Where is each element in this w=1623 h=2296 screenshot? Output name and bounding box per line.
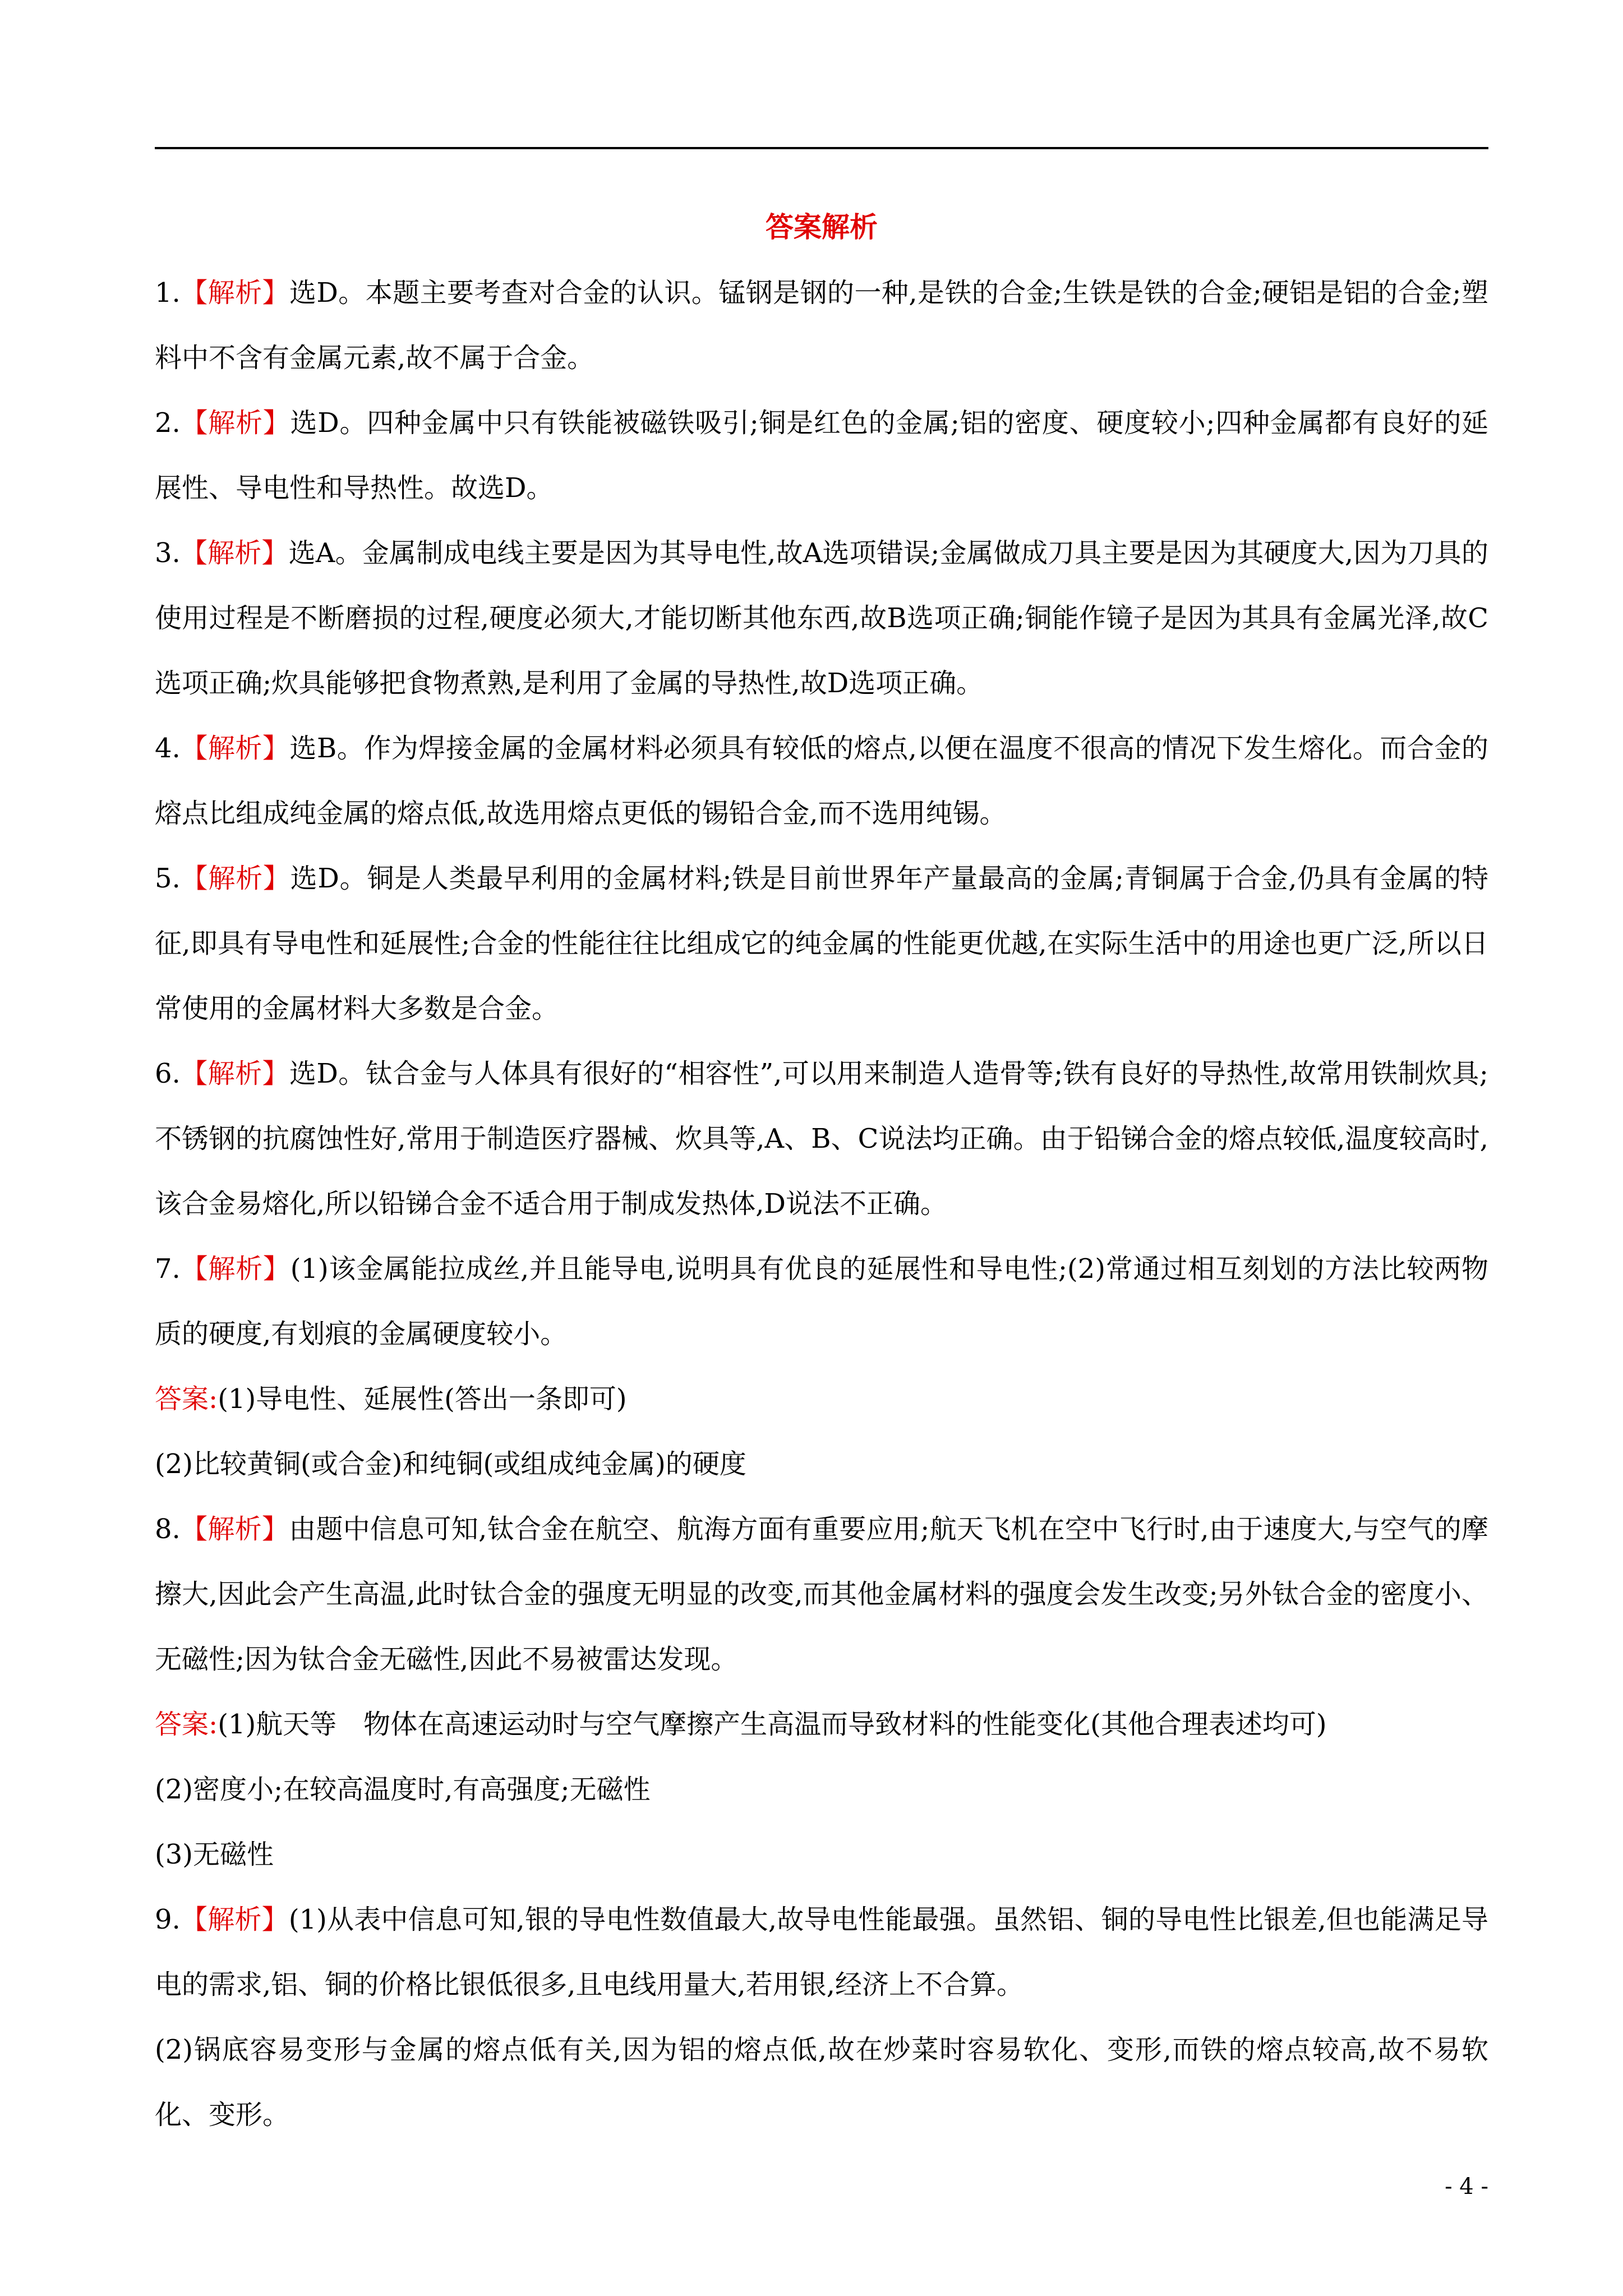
analysis-tag: 【解析】 bbox=[180, 733, 290, 764]
item-text: 选A。金属制成电线主要是因为其导电性,故A选项错误;金属做成刀具主要是因为其硬度大,因为刀具的使用过程是不断磨损的过程,硬度必须大,才能切断其他东西,故B选项正确;铜能作镜子是因为其具有金属光泽,故C选项正确;炊具能够把食物煮熟,是利用了金属的导热性,故D选项正确。 bbox=[155, 537, 1488, 699]
item-number: 5. bbox=[155, 863, 181, 894]
answer-item-4 bbox=[155, 716, 1488, 846]
page-title: 答案解析 bbox=[766, 210, 878, 243]
item-number: 6. bbox=[155, 1058, 181, 1089]
answer-item-5 bbox=[155, 846, 1488, 1041]
answer-item-1 bbox=[155, 260, 1488, 390]
answer-line bbox=[155, 1366, 1488, 1432]
answer-item-6 bbox=[155, 1041, 1488, 1236]
analysis-tag: 【解析】 bbox=[180, 1513, 289, 1545]
header-rule bbox=[155, 147, 1488, 149]
analysis-tag: 【解析】 bbox=[180, 1058, 289, 1089]
item-number: 7. bbox=[155, 1253, 181, 1285]
answer-continuation: (2)锅底容易变形与金属的熔点低有关,因为铝的熔点低,故在炒菜时容易软化、变形,而铁的熔点较高,故不易软化、变形。 bbox=[155, 2034, 1488, 2131]
answer-item-8 bbox=[155, 1497, 1488, 1692]
item-text: 由题中信息可知,钛合金在航空、航海方面有重要应用;航天飞机在空中飞行时,由于速度大,与空气的摩擦大,因此会产生高温,此时钛合金的强度无明显的改变,而其他金属材料的强度会发生改变;另外钛合金的密度小、无磁性;因为钛合金无磁性,因此不易被雷达发现。 bbox=[155, 1513, 1488, 1675]
answer-continuation: (2)密度小;在较高温度时,有高强度;无磁性 bbox=[155, 1774, 651, 1805]
answer-item-2 bbox=[155, 390, 1488, 521]
analysis-tag: 【解析】 bbox=[180, 863, 291, 894]
item-number: 3. bbox=[155, 537, 181, 569]
answer-item-9 bbox=[155, 1887, 1488, 2017]
answer-text: (1)导电性、延展性(答出一条即可) bbox=[218, 1383, 627, 1415]
item-text: 选D。四种金属中只有铁能被磁铁吸引;铜是红色的金属;铝的密度、硬度较小;四种金属都有良好的延展性、导电性和导热性。故选D。 bbox=[155, 407, 1488, 504]
answer-label: 答案: bbox=[155, 1709, 218, 1740]
answer-label: 答案: bbox=[155, 1383, 218, 1415]
item-number: 9. bbox=[155, 1904, 181, 1935]
item-number: 2. bbox=[155, 407, 181, 439]
answer-content bbox=[155, 202, 1488, 2147]
analysis-tag: 【解析】 bbox=[180, 277, 289, 309]
answer-text: (1)航天等 物体在高速运动时与空气摩擦产生高温而导致材料的性能变化(其他合理表述均可) bbox=[218, 1709, 1327, 1740]
page-number: - 4 - bbox=[1445, 2174, 1488, 2200]
answer-line bbox=[155, 1692, 1488, 1757]
answer-item-3 bbox=[155, 521, 1488, 716]
analysis-tag: 【解析】 bbox=[180, 1904, 289, 1935]
item-text: (1)该金属能拉成丝,并且能导电,说明具有优良的延展性和导电性;(2)常通过相互刻划的方法比较两物质的硬度,有划痕的金属硬度较小。 bbox=[155, 1253, 1488, 1350]
item-number: 8. bbox=[155, 1513, 181, 1545]
analysis-tag: 【解析】 bbox=[180, 407, 291, 439]
item-text: 选D。本题主要考查对合金的认识。锰钢是钢的一种,是铁的合金;生铁是铁的合金;硬铝是铝的合金;塑料中不含有金属元素,故不属于合金。 bbox=[155, 277, 1488, 374]
item-number: 4. bbox=[155, 733, 181, 764]
analysis-tag: 【解析】 bbox=[180, 1253, 291, 1285]
item-text: 选D。铜是人类最早利用的金属材料;铁是目前世界年产量最高的金属;青铜属于合金,仍具有金属的特征,即具有导电性和延展性;合金的性能往往比组成它的纯金属的性能更优越,在实际生活中的用途也更广泛,所以日常使用的金属材料大多数是合金。 bbox=[155, 863, 1488, 1024]
analysis-tag: 【解析】 bbox=[180, 537, 289, 569]
answer-continuation: (3)无磁性 bbox=[155, 1839, 274, 1870]
item-text: (1)从表中信息可知,银的导电性数值最大,故导电性能最强。虽然铝、铜的导电性比银差,但也能满足导电的需求,铝、铜的价格比银低很多,且电线用量大,若用银,经济上不合算。 bbox=[155, 1904, 1488, 2000]
answer-item-7 bbox=[155, 1236, 1488, 1366]
item-number: 1. bbox=[155, 277, 181, 309]
item-text: 选B。作为焊接金属的金属材料必须具有较低的熔点,以便在温度不很高的情况下发生熔化。而合金的熔点比组成纯金属的熔点低,故选用熔点更低的锡铅合金,而不选用纯锡。 bbox=[155, 733, 1488, 829]
answer-continuation: (2)比较黄铜(或合金)和纯铜(或组成纯金属)的硬度 bbox=[155, 1448, 746, 1480]
item-text: 选D。钛合金与人体具有很好的“相容性”,可以用来制造人造骨等;铁有良好的导热性,故常用铁制炊具;不锈钢的抗腐蚀性好,常用于制造医疗器械、炊具等,A、B、C说法均正确。由于铅锑合金的熔点较低,温度较高时,该合金易熔化,所以铅锑合金不适合用于制成发热体,D说法不正确。 bbox=[155, 1058, 1488, 1220]
